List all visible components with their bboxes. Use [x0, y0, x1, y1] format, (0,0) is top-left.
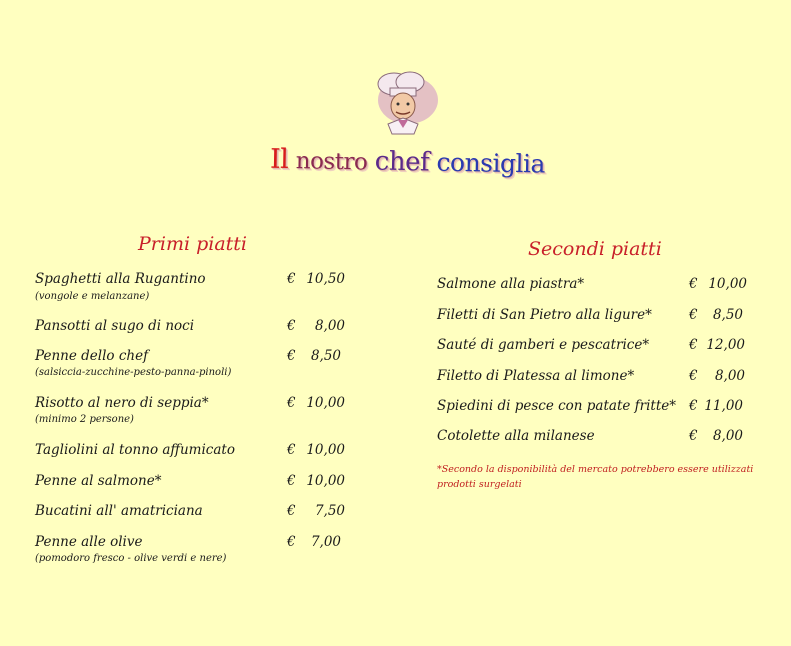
currency-symbol: € [689, 337, 698, 353]
currency-symbol: € [689, 398, 698, 414]
currency-symbol: € [689, 368, 698, 384]
dish-price: 7,50 [314, 503, 345, 519]
currency-symbol: € [287, 271, 296, 287]
chef-clipart-icon [366, 70, 446, 136]
title-word-2: nostro [295, 148, 368, 176]
dish-price: 10,50 [306, 271, 345, 287]
title-word-1: Il [269, 143, 289, 176]
availability-footnote: *Secondo la disponibilità del mercato potrebbero essere utilizzati prodotti surgelati [437, 464, 754, 490]
dish-name: Penne alle olive [35, 534, 143, 550]
currency-symbol: € [287, 442, 296, 458]
dish-note: (pomodoro fresco - olive verdi e nere) [35, 553, 227, 564]
dish-name: Salmone alla piastra* [437, 276, 585, 292]
currency-symbol: € [287, 473, 296, 489]
dish-price: 8,00 [714, 368, 745, 384]
dish-name: Risotto al nero di seppia* [35, 395, 209, 411]
dish-name: Penne dello chef [35, 348, 149, 364]
dish-price: 8,00 [712, 428, 743, 444]
dish-name: Filetti di San Pietro alla ligure* [437, 307, 652, 323]
dish-name: Penne al salmone* [35, 473, 162, 489]
dish-name: Tagliolini al tonno affumicato [35, 442, 235, 458]
dish-price: 11,00 [704, 398, 743, 414]
dish-name: Cotolette alla milanese [437, 428, 595, 444]
dish-name: Filetto di Platessa al limone* [437, 368, 635, 384]
dish-name: Sauté di gamberi e pescatrice* [437, 337, 650, 353]
dish-price: 10,00 [306, 473, 345, 489]
dish-price: 10,00 [306, 442, 345, 458]
dish-price: 10,00 [708, 276, 747, 292]
dish-note: (vongole e melanzane) [35, 291, 150, 302]
currency-symbol: € [287, 534, 296, 550]
title-word-3: chef [374, 146, 430, 178]
dish-name: Spiedini di pesce con patate fritte* [437, 398, 677, 414]
title-word-4: consiglia [436, 147, 546, 179]
dish-note: (minimo 2 persone) [35, 414, 134, 425]
menu-title [269, 143, 546, 180]
dish-price: 8,50 [712, 307, 743, 323]
dish-price: 7,00 [310, 534, 341, 550]
dish-price: 12,00 [706, 337, 745, 353]
currency-symbol: € [287, 395, 296, 411]
currency-symbol: € [689, 276, 698, 292]
currency-symbol: € [689, 307, 698, 323]
dish-name: Pansotti al sugo di noci [35, 318, 195, 334]
primi-heading: Primi piatti [138, 233, 247, 255]
currency-symbol: € [287, 348, 296, 364]
dish-name: Bucatini all' amatriciana [35, 503, 203, 519]
dish-price: 10,00 [306, 395, 345, 411]
currency-symbol: € [689, 428, 698, 444]
dish-price: 8,50 [310, 348, 341, 364]
currency-symbol: € [287, 318, 296, 334]
secondi-heading: Secondi piatti [528, 238, 662, 260]
dish-name: Spaghetti alla Rugantino [35, 271, 206, 287]
dish-note: (salsiccia-zucchine-pesto-panna-pinoli) [35, 367, 232, 378]
currency-symbol: € [287, 503, 296, 519]
dish-price: 8,00 [314, 318, 345, 334]
